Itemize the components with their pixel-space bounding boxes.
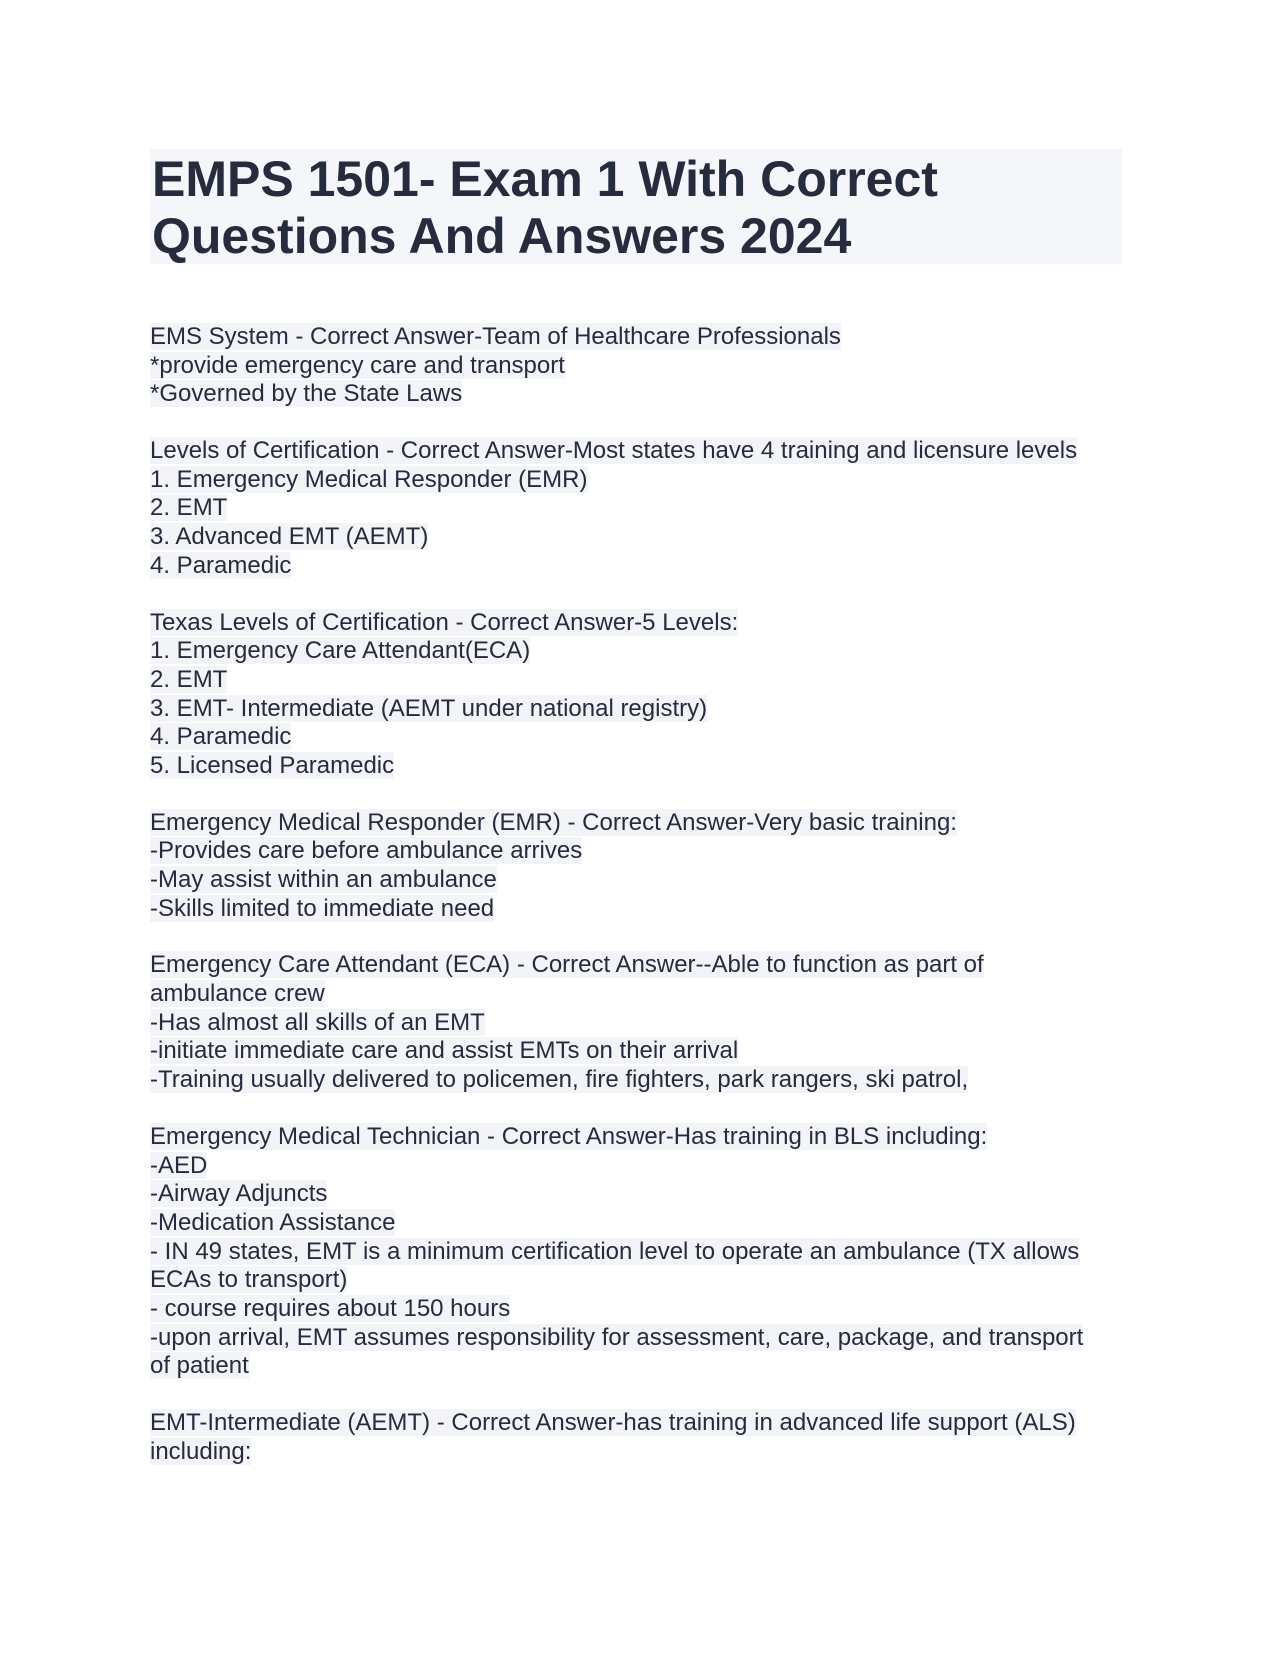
entry-line bbox=[150, 494, 1125, 523]
entry-line bbox=[150, 1209, 1125, 1238]
document-page bbox=[150, 149, 1125, 1494]
entry-line-text: Emergency Medical Responder (EMR) - Correct Answer-Very basic training: bbox=[150, 808, 957, 836]
entry-line bbox=[150, 723, 1125, 752]
entry-line-text: 4. Paramedic bbox=[150, 723, 292, 751]
entry-line-text: 3. EMT- Intermediate (AEMT under national registry) bbox=[150, 694, 708, 722]
entry-line-text: -upon arrival, EMT assumes responsibility for assessment, care, package, and transport bbox=[150, 1323, 1084, 1351]
entry-line bbox=[150, 837, 1125, 866]
entry-line-text: - IN 49 states, EMT is a minimum certification level to operate an ambulance (TX allows bbox=[150, 1237, 1080, 1265]
entry-line-text: -Skills limited to immediate need bbox=[150, 894, 495, 922]
document-title bbox=[152, 149, 1120, 265]
entry-line bbox=[150, 1324, 1125, 1353]
entry-line-text: of patient bbox=[150, 1352, 249, 1380]
entry-line bbox=[150, 466, 1125, 495]
entry-line-text: 2. EMT bbox=[150, 494, 228, 522]
title-line-1: EMPS 1501- Exam 1 With Correct bbox=[152, 151, 938, 207]
entry-line bbox=[150, 323, 1125, 352]
entry-line bbox=[150, 437, 1125, 466]
entry-line bbox=[150, 1009, 1125, 1038]
entry-emt bbox=[150, 1123, 1125, 1381]
entry-line-text: including: bbox=[150, 1437, 252, 1465]
entry-line bbox=[150, 1295, 1125, 1324]
entry-line bbox=[150, 1123, 1125, 1152]
entry-line bbox=[150, 1352, 1125, 1381]
entry-line bbox=[150, 951, 1125, 980]
entry-line bbox=[150, 666, 1125, 695]
entry-line-text: -May assist within an ambulance bbox=[150, 866, 497, 893]
entry-line bbox=[150, 1180, 1125, 1209]
entry-line-text: 1. Emergency Care Attendant(ECA) bbox=[150, 637, 531, 665]
entry-line bbox=[150, 695, 1125, 724]
entry-line-text: -Medication Assistance bbox=[150, 1208, 396, 1236]
entry-texas-levels bbox=[150, 609, 1125, 781]
entry-line bbox=[150, 1238, 1125, 1267]
entry-line-text: -Airway Adjuncts bbox=[150, 1180, 328, 1208]
entry-line-text: 4. Paramedic bbox=[150, 551, 292, 579]
entry-line-text: 2. EMT bbox=[150, 665, 228, 693]
entry-line bbox=[150, 752, 1125, 781]
entry-line bbox=[150, 637, 1125, 666]
entry-line bbox=[150, 552, 1125, 581]
entry-line-text: 5. Licensed Paramedic bbox=[150, 751, 395, 779]
entry-line-text: -Has almost all skills of an EMT bbox=[150, 1008, 485, 1036]
title-line-2: Questions And Answers 2024 bbox=[152, 208, 852, 264]
entry-line bbox=[150, 352, 1125, 381]
entry-line-text: -AED bbox=[150, 1151, 208, 1179]
entry-eca bbox=[150, 951, 1125, 1094]
entry-line-text: Emergency Care Attendant (ECA) - Correct Answer--Able to function as part of bbox=[150, 951, 984, 979]
document-content bbox=[150, 323, 1125, 1466]
entry-line-text: -Training usually delivered to policemen, fire fighters, park rangers, ski patrol, bbox=[150, 1066, 969, 1094]
entry-line bbox=[150, 1266, 1125, 1295]
entry-line-text: ECAs to transport) bbox=[150, 1266, 348, 1294]
entry-aemt bbox=[150, 1409, 1125, 1466]
entry-line-text: 3. Advanced EMT (AEMT) bbox=[150, 523, 429, 551]
entry-line bbox=[150, 980, 1125, 1009]
entry-line-text: EMS System - Correct Answer-Team of Healthcare Professionals bbox=[150, 323, 841, 350]
entry-line-text: -Provides care before ambulance arrives bbox=[150, 837, 583, 865]
entry-line bbox=[150, 1152, 1125, 1181]
entry-line-text: *Governed by the State Laws bbox=[150, 380, 463, 408]
entry-emr bbox=[150, 809, 1125, 924]
entry-line-text: EMT-Intermediate (AEMT) - Correct Answer-has training in advanced life support (ALS) bbox=[150, 1409, 1076, 1436]
entry-line-text: 1. Emergency Medical Responder (EMR) bbox=[150, 465, 588, 493]
entry-line-text: - course requires about 150 hours bbox=[150, 1294, 511, 1322]
entry-levels-of-certification bbox=[150, 437, 1125, 580]
entry-line bbox=[150, 609, 1125, 638]
entry-ems-system bbox=[150, 323, 1125, 409]
entry-line bbox=[150, 1037, 1125, 1066]
entry-line bbox=[150, 1409, 1125, 1438]
entry-line bbox=[150, 866, 1125, 895]
entry-line-text: Emergency Medical Technician - Correct Answer-Has training in BLS including: bbox=[150, 1122, 988, 1150]
entry-line-text: -initiate immediate care and assist EMTs on their arrival bbox=[150, 1037, 739, 1065]
entry-line-text: ambulance crew bbox=[150, 980, 325, 1008]
entry-line-text: *provide emergency care and transport bbox=[150, 351, 565, 379]
entry-line bbox=[150, 1066, 1125, 1095]
entry-line bbox=[150, 523, 1125, 552]
entry-line-text: Texas Levels of Certification - Correct Answer-5 Levels: bbox=[150, 608, 739, 636]
entry-line bbox=[150, 895, 1125, 924]
entry-line-text: Levels of Certification - Correct Answer-Most states have 4 training and licensure levels bbox=[150, 437, 1078, 465]
title-block bbox=[150, 149, 1122, 264]
entry-line bbox=[150, 380, 1125, 409]
entry-line bbox=[150, 1438, 1125, 1467]
entry-line bbox=[150, 809, 1125, 838]
